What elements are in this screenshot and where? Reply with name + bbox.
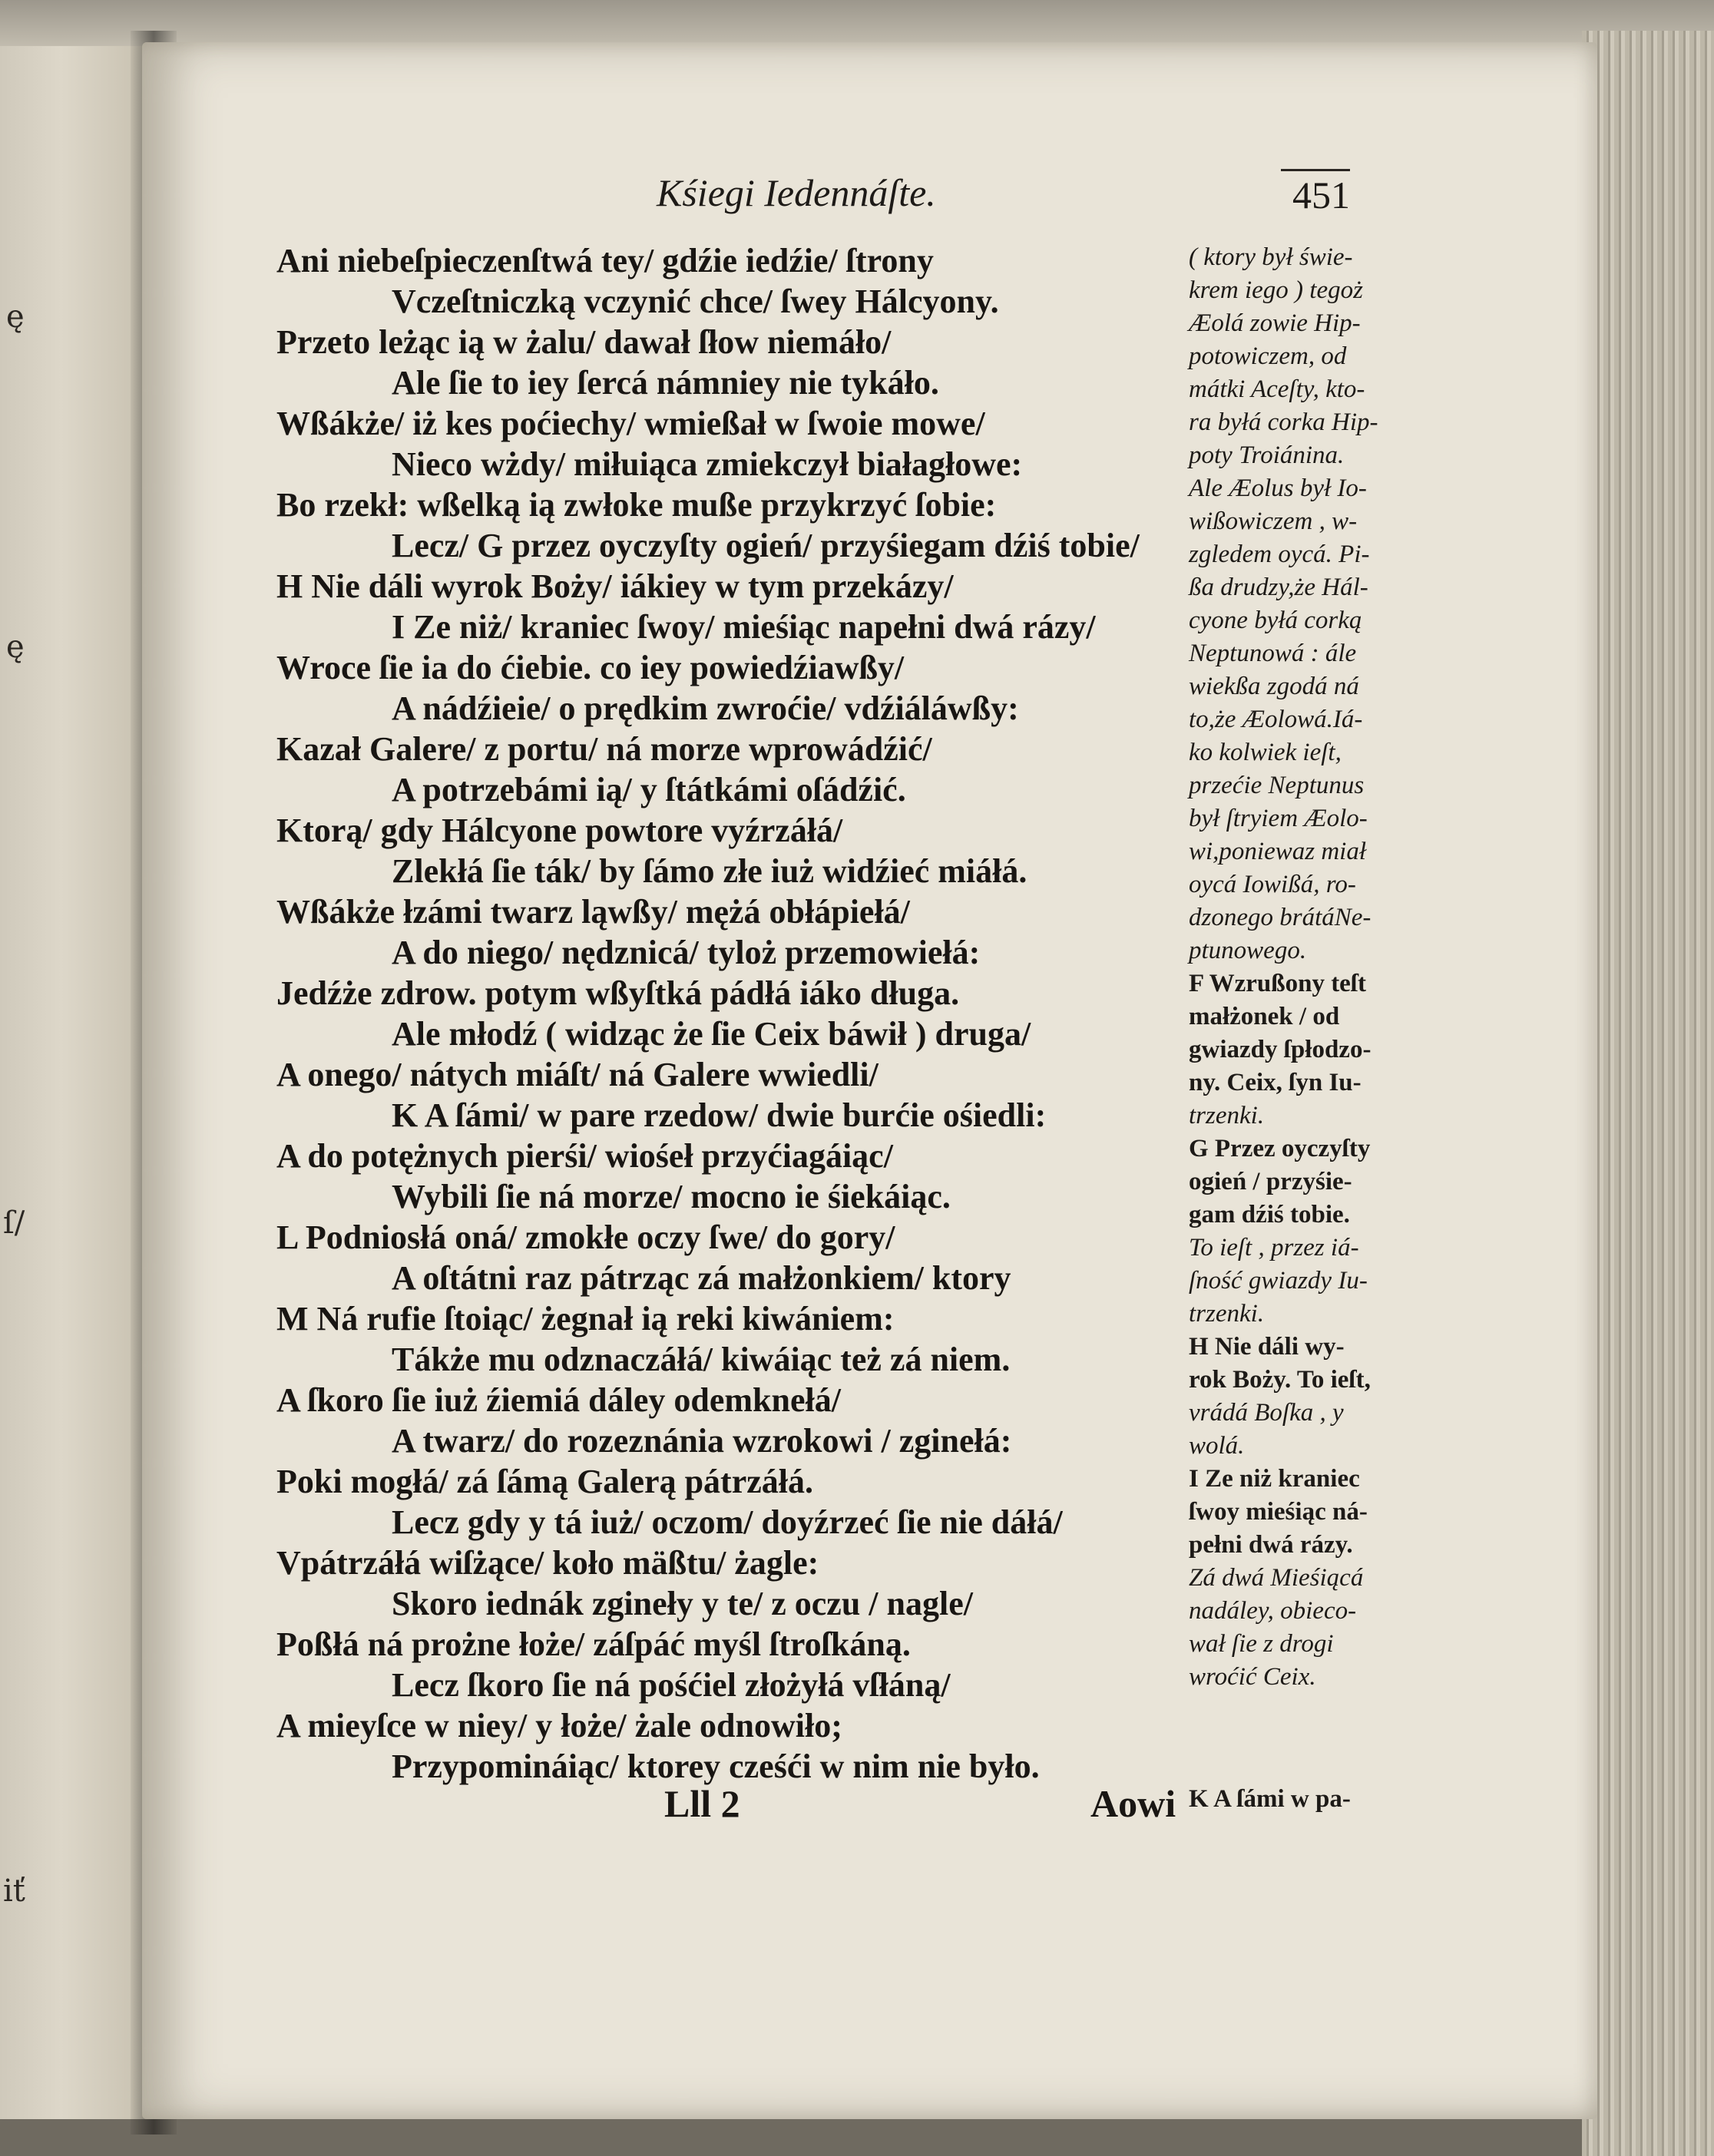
marginal-note-line: wi,poniewaz miał: [1189, 838, 1367, 865]
verse-line: Ale młodź ( widząc że ſie Ceix báwił ) druga/: [392, 1015, 1031, 1053]
verse-line: Lecz/ G przez oyczyſty ogień/ przyśiegam dźiś tobie/: [392, 527, 1140, 564]
catchword: Aowi: [1090, 1782, 1176, 1825]
verse-line: Vpátrzáłá wiſżące/ koło mäßtu/ żagle:: [276, 1544, 819, 1582]
verse-line: Wßákże/ iż kes poćiechy/ wmießał w ſwoie mowe/: [276, 405, 985, 442]
page-number-rule: [1281, 169, 1350, 171]
marginal-note-line: potowiczem, od: [1189, 342, 1347, 370]
marginal-note-line: trzenki.: [1189, 1102, 1265, 1129]
verse-line: Ale ſie to iey ſercá námniey nie tykáło.: [392, 364, 939, 402]
marginal-note-line: wißowiczem , w-: [1189, 508, 1358, 535]
verse-line: A oſtátni raz pátrząc zá małżonkiem/ ktory: [392, 1259, 1011, 1297]
left-page-fragment: ſ/: [3, 1205, 25, 1241]
marginal-note-line: ko kolwiek ieſt,: [1189, 739, 1342, 766]
marginal-note-line: wroćić Ceix.: [1189, 1663, 1316, 1691]
verse-line: Wroce ſie ia do ćiebie. co iey powiedźiawßy/: [276, 649, 905, 686]
marginal-note-line: poty Troiánina.: [1189, 441, 1345, 469]
verse-line: Zlekłá ſie ták/ by ſámo złe iuż widźieć miáłá.: [392, 852, 1027, 890]
verse-line: M Ná rufie ſtoiąc/ żegnał ią reki kiwániem:: [276, 1300, 895, 1338]
marginal-note-line: krem iego ) tegoż: [1189, 276, 1363, 304]
verse-line: A do potężnych pierśi/ wiośeł przyćiagáiąc/: [276, 1137, 893, 1175]
verse-line: Lecz ſkoro ſie ná pośćiel złożyłá vſłáną/: [392, 1666, 951, 1704]
page-number: 451: [1292, 174, 1350, 217]
marginal-note-line: I Ze niż kraniec: [1189, 1465, 1360, 1493]
marginal-note-line: Zá dwá Mieśiącá: [1189, 1564, 1364, 1592]
marginal-note-line: ßa drudzy,że Hál-: [1189, 574, 1368, 601]
marginal-note-line: gam dźiś tobie.: [1189, 1201, 1350, 1228]
page-stack-edge: [1582, 31, 1714, 2156]
verse-line: H Nie dáli wyrok Boży/ iákiey w tym przekázy/: [276, 567, 954, 605]
verse-line: A twarz/ do rozeznánia wzrokowi / zginełá:: [392, 1422, 1012, 1460]
verse-line: Lecz gdy y tá iuż/ oczom/ doyźrzeć ſie nie dáłá/: [392, 1503, 1063, 1541]
marginal-note-line: zgledem oycá. Pi-: [1189, 541, 1370, 568]
marginal-note-line: G Przez oyczyſty: [1189, 1135, 1371, 1162]
verse-line: A ſkoro ſie iuż źiemiá dáley odemknełá/: [276, 1381, 841, 1419]
verse-line: L Podniosłá oná/ zmokłe oczy ſwe/ do gory/: [276, 1219, 895, 1256]
marginal-note-line: rok Boży. To ieſt,: [1189, 1366, 1371, 1394]
verse-line: Wybili ſie ná morze/ mocno ie śiekáiąc.: [392, 1178, 951, 1215]
verse-line: Przypomináiąc/ ktorey cześći w nim nie było.: [392, 1748, 1040, 1785]
verse-line: Skoro iednák zgineły y te/ z oczu / nagle/: [392, 1585, 973, 1622]
marginal-note-line: ſwoy mieśiąc ná-: [1189, 1498, 1368, 1526]
marginal-note-line: mátki Aceſty, kto-: [1189, 375, 1365, 403]
verse-line: Przeto leżąc ią w żalu/ dawał ſłow niemáło/: [276, 323, 892, 361]
marginal-note-line: Neptunowá : ále: [1189, 640, 1357, 667]
marginal-note-line: był ſtryiem Æolo-: [1189, 805, 1368, 832]
left-page-fragment: ę: [6, 299, 25, 335]
marginal-note-line: To ieſt , przez iá-: [1189, 1234, 1359, 1262]
verse-line: K A ſámi/ w pare rzedow/ dwie burćie ośiedli:: [392, 1096, 1047, 1134]
marginal-note-line: Ale Æolus był Io-: [1189, 475, 1367, 502]
verse-line: Poßłá ná prożne łoże/ záſpáć myśl ſtroſkáną.: [276, 1625, 911, 1663]
marginal-note-line: dzonego brátáNe-: [1189, 904, 1372, 931]
marginal-note-line: F Wzrußony teſt: [1189, 970, 1366, 997]
marginal-note-line: wolá.: [1189, 1432, 1245, 1460]
marginal-note-line: wiekßa zgodá ná: [1189, 673, 1359, 700]
marginal-note-line: trzenki.: [1189, 1300, 1265, 1328]
header-title: Kśiegi Iedennáſte.: [657, 171, 936, 214]
marginal-note-line: przećie Neptunus: [1189, 772, 1365, 799]
marginal-note-line: pełni dwá rázy.: [1189, 1531, 1353, 1559]
marginal-note-line: ſność gwiazdy Iu-: [1189, 1267, 1368, 1295]
marginal-note-line: K A ſámi w pa-: [1189, 1785, 1351, 1813]
verse-line: Ktorą/ gdy Hálcyone powtore vyźrzáłá/: [276, 812, 843, 849]
verse-line: A do niego/ nędznicá/ tyloż przemowiełá:: [392, 934, 981, 971]
verse-line: Poki mogłá/ zá ſámą Galerą pátrzáłá.: [276, 1463, 813, 1500]
verse-line: Nieco wżdy/ miłuiąca zmiekczył białagłowe:: [392, 445, 1023, 483]
marginal-note-line: H Nie dáli wy-: [1189, 1333, 1345, 1361]
marginal-note-line: ra byłá corka Hip-: [1189, 408, 1378, 436]
verse-line: A onego/ nátych miáſt/ ná Galere wwiedli/: [276, 1056, 879, 1093]
verse-line: Ani niebeſpieczenſtwá tey/ gdźie iedźie/ ſtrony: [276, 242, 934, 279]
signature-mark: Lll 2: [664, 1782, 740, 1825]
marginal-note-line: małżonek / od: [1189, 1003, 1340, 1030]
marginal-note-line: ( ktory był świe-: [1189, 243, 1353, 271]
marginal-note-line: to,że Æolowá.Iá-: [1189, 706, 1363, 733]
marginal-note-line: ogień / przyśie-: [1189, 1168, 1352, 1195]
marginal-note-line: vrádá Boſka , y: [1189, 1399, 1344, 1427]
verse-line: Tákże mu odznaczáłá/ kiwáiąc też zá niem.: [392, 1341, 1011, 1378]
marginal-note-line: gwiazdy ſpłodzo-: [1189, 1036, 1372, 1063]
marginal-note-line: Æolá zowie Hip-: [1189, 309, 1361, 337]
marginal-note-line: cyone byłá corką: [1189, 607, 1362, 634]
verse-line: I Ze niż/ kraniec ſwoy/ mieśiąc napełni dwá rázy/: [392, 608, 1096, 646]
left-page-fragment: iť: [3, 1873, 25, 1909]
marginal-note-line: oycá Iowißá, ro-: [1189, 871, 1356, 898]
marginal-note-line: ny. Ceix, ſyn Iu-: [1189, 1069, 1362, 1096]
verse-line: Jedźże zdrow. potym wßyſtká pádłá iáko długa.: [276, 974, 960, 1012]
verse-line: A mieyſce w niey/ y łoże/ żale odnowiło;: [276, 1707, 842, 1744]
verse-line: Kazał Galere/ z portu/ ná morze wprowádźić/: [276, 730, 932, 768]
verse-line: Vczeſtniczką vczynić chce/ ſwey Hálcyony.: [392, 283, 999, 320]
verse-line: A nádźieie/ o prędkim zwroćie/ vdźiáláwßy:: [392, 689, 1019, 727]
verse-line: Wßákże łzámi twarz ląwßy/ mężá obłápiełá/: [276, 893, 910, 931]
marginal-note-line: wał ſie z drogi: [1189, 1630, 1334, 1658]
marginal-note-line: nadáley, obieco-: [1189, 1597, 1357, 1625]
left-page-fragment: ę: [6, 630, 25, 665]
marginal-note-line: ptunowego.: [1189, 937, 1307, 964]
verse-line: A potrzebámi ią/ y ſtátkámi oſádźić.: [392, 771, 906, 808]
verse-line: Bo rzekł: wßelką ią zwłoke muße przykrzyć ſobie:: [276, 486, 997, 524]
